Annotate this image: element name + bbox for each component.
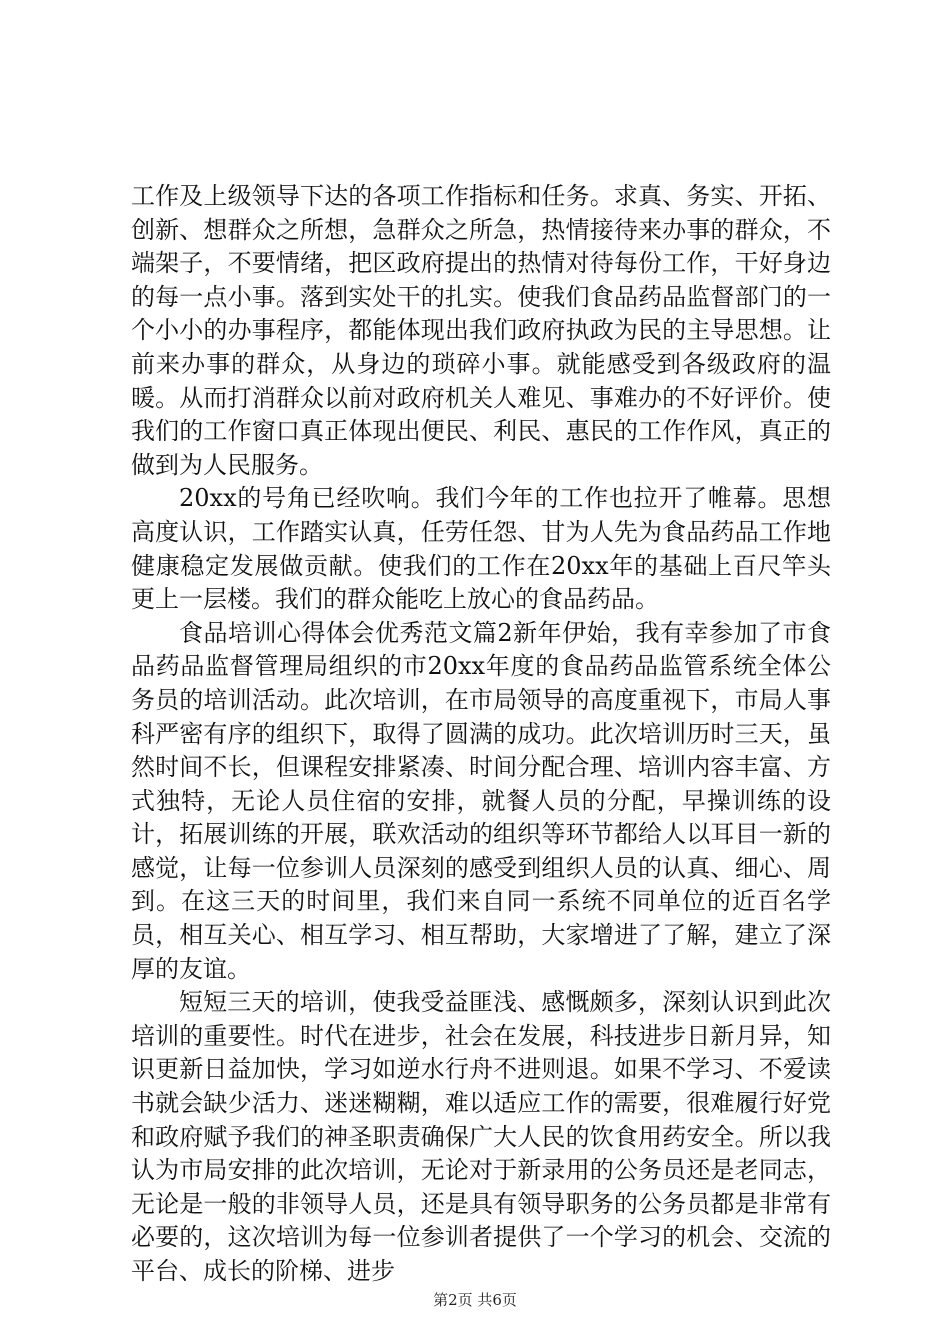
paragraph-continuation: 工作及上级领导下达的各项工作指标和任务。求真、务实、开拓、创新、想群众之所想，急群众之所急，热情接待来办事的群众，不端架子，不要情绪，把区政府提出的热情对待每份工作，干好身边的每一点小事。落到实处干的扎实。使我们食品药品监督部门的一个小小的办事程序，都能体现出我们政府执政为民的主导思想。让前来办事的群众，从身边的琐碎小事。就能感受到各级政府的温暖。从而打消群众以前对政府机关人难见、事难办的不好评价。使我们的工作窗口真正体现出便民、利民、惠民的工作作风，真正的做到为人民服务。 xyxy=(131,182,831,479)
document-body xyxy=(131,180,831,1289)
paragraph-training-reflection: 短短三天的培训，使我受益匪浅、感慨颇多，深刻认识到此次培训的重要性。时代在进步，社会在发展，科技进步日新月异，知识更新日益加快，学习如逆水行舟不进则退。如果不学习、不爱读书就会缺少活力、迷迷糊糊，难以适应工作的需要，很难履行好党和政府赋予我们的神圣职责确保广大人民的饮食用药安全。所以我认为市局安排的此次培训，无论对于新录用的公务员还是老同志，无论是一般的非领导人员，还是具有领导职务的公务员都是非常有必要的，这次培训为每一位参训者提供了一个学习的机会、交流的平台、成长的阶梯、进步 xyxy=(131,988,831,1285)
page-number-footer: 第2页 共6页 xyxy=(433,1291,517,1309)
paragraph-training-intro: 食品培训心得体会优秀范文篇2新年伊始，我有幸参加了市食品药品监督管理局组织的市20xx年度的食品药品监管系统全体公务员的培训活动。此次培训，在市局领导的高度重视下，市局人事科严密有序的组织下，取得了圆满的成功。此次培训历时三天，虽然时间不长，但课程安排紧凑、时间分配合理、培训内容丰富、方式独特，无论人员住宿的安排，就餐人员的分配，早操训练的设计，拓展训练的开展，联欢活动的组织等环节都给人以耳目一新的感觉，让每一位参训人员深刻的感受到组织人员的认真、细心、周到。在这三天的时间里，我们来自同一系统不同单位的近百名学员，相互关心、相互学习、相互帮助，大家增进了了解，建立了深厚的友谊。 xyxy=(131,618,831,983)
paragraph-new-year: 20xx的号角已经吹响。我们今年的工作也拉开了帷幕。思想高度认识，工作踏实认真，任劳任怨、甘为人先为食品药品工作地健康稳定发展做贡献。使我们的工作在20xx年的基础上百尺竿头更上一层楼。我们的群众能吃上放心的食品药品。 xyxy=(131,484,831,614)
